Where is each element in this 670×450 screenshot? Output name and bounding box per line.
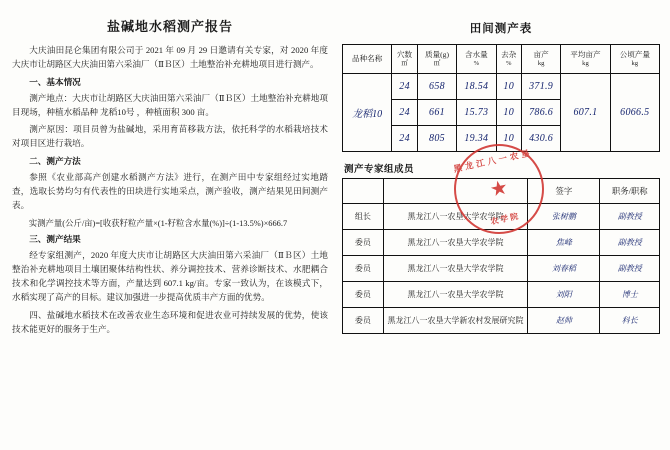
- cell-impurity-1: 10: [496, 74, 521, 100]
- yield-table: [342, 44, 660, 152]
- paragraph-result: 经专家组测产，2020 年度大庆市让胡路区大庆油田第六采油厂（ⅡＢ区）土地整治补充耕地项目土壤团聚体结构性状、养分调控技术、营养诊断技术、水肥耦合技术和化学调控技术等方面，产量达到 607.1 kg/亩。专家一致认为，在该模式下，水稻实现了高产的目标。建议加强进一步提高优质丰产方面的优势。: [12, 249, 328, 302]
- expert-role-3: 委员: [343, 256, 384, 282]
- col-mass-unit: ㎡: [433, 59, 441, 67]
- seal-star-icon: ★: [487, 176, 511, 202]
- col-mu-yield-unit: kg: [537, 59, 545, 67]
- cell-holes-1: 24: [392, 74, 417, 100]
- expert-org-2: 黑龙江八一农垦大学农学院: [383, 230, 527, 256]
- cell-moisture-3: 19.34: [457, 126, 496, 152]
- table-row: [343, 204, 660, 230]
- col-moisture-unit: %: [473, 59, 480, 67]
- expert-org-1: 黑龙江八一农垦大学农学院: [383, 204, 527, 230]
- section-heading-1: 一、基本情况: [29, 76, 81, 87]
- table-row: [343, 308, 660, 334]
- expert-sign-3: 刘春稻: [528, 256, 600, 282]
- cell-holes-2: 24: [392, 100, 417, 126]
- section-heading-2: 二、测产方法: [29, 156, 81, 167]
- expert-table: [342, 178, 660, 334]
- paragraph-reason: 测产原因：项目员曾为盐碱地，采用育苗移栽方法，依托科学的水稻栽培技术对项目区进行栽培。: [12, 124, 328, 149]
- yield-table-title: 田间测产表: [469, 23, 533, 35]
- col-mu-yield: [521, 45, 560, 74]
- cell-mu-yield-2: 786.6: [521, 100, 560, 126]
- col-holes: [392, 45, 417, 74]
- col-impurity-unit: %: [505, 59, 512, 67]
- col-moisture-label: 含水量: [464, 50, 488, 60]
- paragraph-method: 参照《农业部高产创建水稻测产方法》进行，在测产田中专家组经过实地踏查，选取长势均匀有代表性的田块进行实地采点，测产验收，测产结果见田间测产表。: [12, 172, 328, 210]
- seal-arc-bottom-text: 农学院: [489, 211, 521, 227]
- col-holes-label: 穴数: [396, 50, 413, 60]
- expert-title-2: 副教授: [600, 230, 660, 256]
- expert-title-3: 副教授: [600, 256, 660, 282]
- cell-mass-2: 661: [417, 100, 456, 126]
- expert-sign-2: 焦峰: [528, 230, 600, 256]
- expert-title-4: 博士: [600, 282, 660, 308]
- col-mass-label: 质量(g): [424, 50, 450, 60]
- cell-moisture-2: 15.73: [457, 100, 496, 126]
- expert-role-2: 委员: [343, 230, 384, 256]
- col-impurity-label: 去杂: [501, 50, 517, 60]
- expert-sign-4: 刘阳: [528, 282, 600, 308]
- cell-impurity-3: 10: [496, 126, 521, 152]
- col-moisture: [457, 45, 496, 74]
- page-title: 盐碱地水稻测产报告: [106, 19, 233, 34]
- expert-sign-1: 张树鹏: [528, 204, 600, 230]
- paragraph-closing: 四、盐碱地水稻技术在改善农业生态环境和促进农业可持续发展的优势，使该技术能更好的服务于生产。: [12, 309, 328, 334]
- expert-role-1: 组长: [343, 204, 384, 230]
- col-impurity: [496, 45, 521, 74]
- cell-mass-1: 658: [417, 74, 456, 100]
- col-holes-unit: ㎡: [401, 59, 408, 67]
- section-heading-3: 三、测产结果: [29, 234, 81, 245]
- cell-variety: 龙稻10: [343, 74, 392, 152]
- expert-col-title: 职务/职称: [600, 179, 660, 204]
- expert-title-5: 科长: [600, 308, 660, 334]
- paragraph-place: 测产地点：大庆市让胡路区大庆油田第六采油厂（ⅡＢ区）土地整治补充耕地项目现场，种植水稻品种 龙稻10号 ，种植面积 300 亩。: [12, 92, 328, 117]
- cell-average-yield: 607.1: [561, 74, 610, 152]
- expert-table-wrap: [342, 147, 660, 334]
- paragraph-formula: 实测产量(公斤/亩)=[收获籽粒产量×(1-籽粒含水量(%)]÷(1-13.5%)×666.7: [28, 218, 288, 228]
- cell-hectare-yield: 6066.5: [610, 74, 659, 152]
- col-hectare-yield-unit: kg: [631, 59, 639, 67]
- expert-col-sign: 签字: [528, 179, 600, 204]
- col-variety-label: 品种名称: [351, 54, 383, 64]
- expert-col-org: [383, 176, 527, 204]
- expert-title-1: 副教授: [600, 204, 660, 230]
- table-row: [343, 230, 660, 256]
- table-row: [343, 282, 660, 308]
- col-hectare-yield: [610, 45, 659, 74]
- expert-table-header-row: [343, 179, 660, 204]
- cell-moisture-1: 18.54: [457, 74, 496, 100]
- paragraph-intro: 大庆油田昆仑集团有限公司于 2021 年 09 月 29 日邀请有关专家，对 2020 年度大庆市让胡路区大庆油田第六采油厂（ⅡＢ区）土地整治补充耕地项目进行测产。: [12, 45, 328, 69]
- cell-mass-3: 805: [417, 126, 456, 152]
- expert-table-label: 测产专家组成员: [344, 165, 415, 175]
- expert-sign-5: 赵帅: [528, 308, 600, 334]
- report-right-column: [338, 0, 670, 450]
- expert-org-3: 黑龙江八一农垦大学农学院: [383, 256, 527, 282]
- expert-org-4: 黑龙江八一农垦大学农学院: [383, 282, 527, 308]
- table-row: [343, 256, 660, 282]
- col-avg-yield-label: 平均亩产: [570, 50, 601, 60]
- table-header-row: [343, 45, 660, 74]
- col-avg-yield-unit: kg: [582, 59, 589, 67]
- col-variety: [343, 45, 392, 74]
- expert-role-5: 委员: [343, 308, 384, 334]
- cell-mu-yield-1: 371.9: [521, 74, 560, 100]
- cell-impurity-2: 10: [496, 100, 521, 126]
- table-row: [343, 74, 660, 100]
- col-hectare-yield-label: 公顷产量: [619, 50, 650, 60]
- cell-mu-yield-3: 430.6: [521, 126, 560, 152]
- cell-holes-3: 24: [392, 126, 417, 152]
- col-avg-yield: [561, 45, 610, 74]
- expert-col-role: [343, 179, 384, 204]
- seal-arc-top-text: 黑龙江八一农垦: [452, 147, 534, 174]
- col-mu-yield-label: 亩产: [533, 50, 549, 60]
- expert-org-5: 黑龙江八一农垦大学新农村发展研究院: [383, 308, 527, 334]
- expert-role-4: 委员: [343, 282, 384, 308]
- col-mass: [417, 45, 456, 74]
